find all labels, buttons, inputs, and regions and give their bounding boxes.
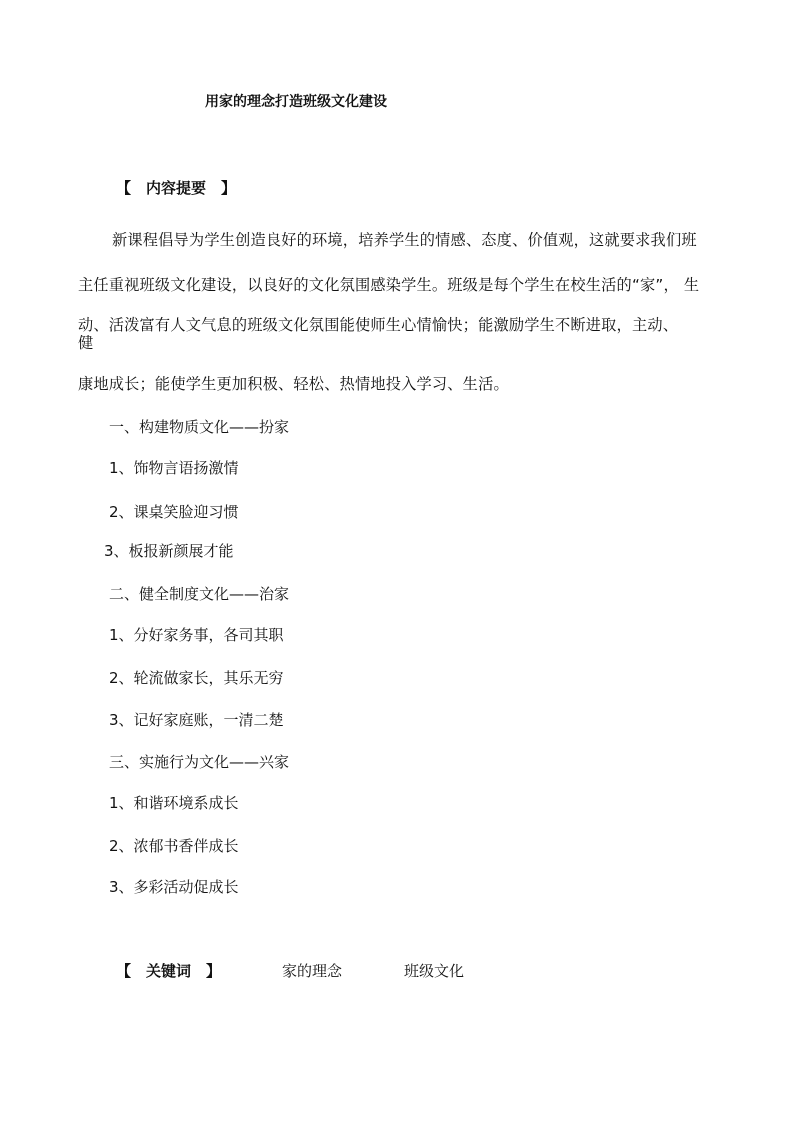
list-item: 3、记好家庭账，一清二楚 xyxy=(109,711,284,729)
list-item: 3、板报新颜展才能 xyxy=(104,542,234,560)
keyword: 班级文化 xyxy=(404,962,465,980)
keyword: 家的理念 xyxy=(282,962,343,980)
page-title: 用家的理念打造班级文化建设 xyxy=(205,94,387,110)
abstract-line: 康地成长；能使学生更加积极、轻松、热情地投入学习、生活。 xyxy=(78,375,509,393)
list-item: 2、课桌笑脸迎习惯 xyxy=(109,503,239,521)
list-item: 2、轮流做家长，其乐无穷 xyxy=(109,669,284,687)
list-item: 1、和谐环境系成长 xyxy=(109,794,239,812)
keywords-label: 【 关键词 】 xyxy=(116,962,222,980)
abstract-line: 健 xyxy=(78,334,94,352)
abstract-line: 新课程倡导为学生创造良好的环境，培养学生的情感、态度、价值观，这就要求我们班 xyxy=(112,231,697,249)
list-item: 1、分好家务事，各司其职 xyxy=(109,626,284,644)
list-item: 2、浓郁书香伴成长 xyxy=(109,837,239,855)
abstract-line: 动、活泼富有人文气息的班级文化氛围能使师生心情愉快；能激励学生不断进取，主动、 xyxy=(78,316,679,334)
section-title: 一、构建物质文化——扮家 xyxy=(109,418,290,436)
list-item: 1、饰物言语扬激情 xyxy=(109,459,239,477)
list-item: 3、多彩活动促成长 xyxy=(109,878,239,896)
abstract-heading: 【 内容提要 】 xyxy=(116,179,237,197)
abstract-line: 主任重视班级文化建设，以良好的文化氛围感染学生。班级是每个学生在校生活的“家”， 生 xyxy=(78,276,700,294)
section-title: 二、健全制度文化——治家 xyxy=(109,585,290,603)
section-title: 三、实施行为文化——兴家 xyxy=(109,753,290,771)
